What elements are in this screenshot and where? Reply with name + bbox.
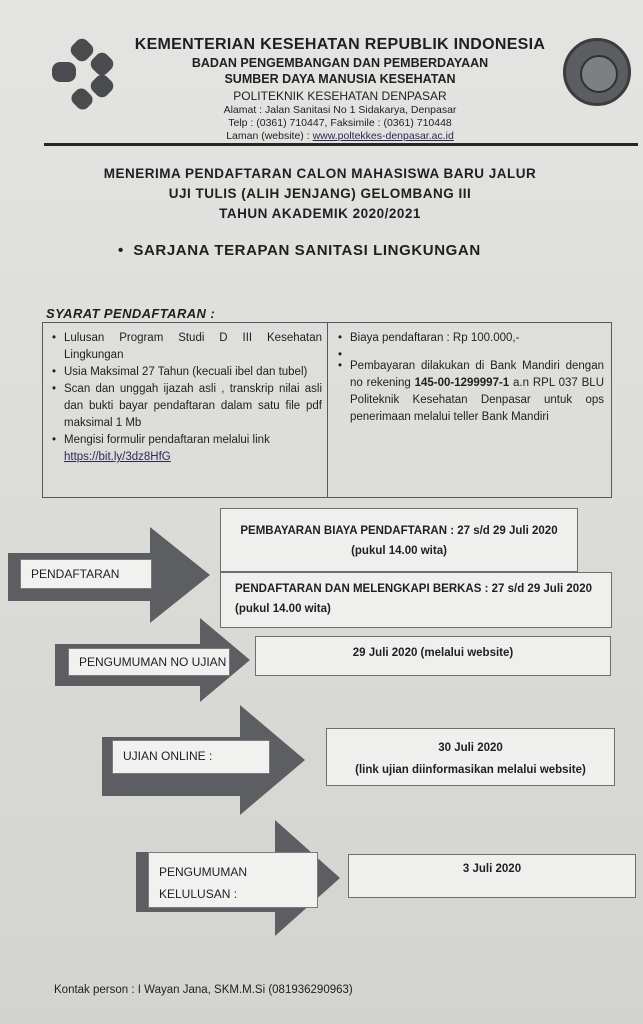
address: Alamat : Jalan Sanitasi No 1 Sidakarya, Denpasar (223, 104, 457, 116)
announcement-line-2: UJI TULIS (ALIH JENJANG) GELOMBANG III (168, 186, 472, 201)
info-exam-date: 30 Juli 2020 (link ujian diinformasikan melalui website) (326, 728, 615, 786)
agency-line-1: BADAN PENGEMBANGAN DAN PEMBERDAYAAN (191, 56, 489, 70)
announcement-line-1: MENERIMA PENDAFTARAN CALON MAHASISWA BARU JALUR (103, 166, 537, 181)
ministry-name: KEMENTERIAN KESEHATAN REPUBLIK INDONESIA (134, 36, 546, 53)
info-graduation-date: 3 Juli 2020 (348, 854, 636, 898)
program-name: • SARJANA TERAPAN SANITASI LINGKUNGAN (118, 242, 481, 259)
step-label-pengumuman-kelulusan: PENGUMUMAN KELULUSAN : (148, 852, 318, 908)
institution-name: POLITEKNIK KESEHATAN DENPASAR (233, 89, 447, 103)
step-label-ujian-online: UJIAN ONLINE : (112, 740, 270, 774)
website-link[interactable]: www.poltekkes-denpasar.ac.id (312, 130, 454, 142)
info-payment-date: PEMBAYARAN BIAYA PENDAFTARAN : 27 s/d 29 Juli 2020 (pukul 14.00 wita) (220, 508, 578, 572)
step-label-pendaftaran: PENDAFTARAN (20, 559, 152, 589)
info-registration-date: PENDAFTARAN DAN MELENGKAPI BERKAS : 27 s/d 29 Juli 2020 (pukul 14.00 wita) (220, 572, 612, 628)
requirement-item: • Mengisi formulir pendaftaran melalui link https://bit.ly/3dz8HfG (50, 432, 322, 466)
requirement-item: • Scan dan unggah ijazah asli , transkrip nilai asli dan bukti bayar pendaftaran dalam satu file pdf maksimal 1 Mb (50, 381, 322, 432)
step-label-pengumuman-no-ujian: PENGUMUMAN NO UJIAN (68, 648, 230, 676)
form-link[interactable]: https://bit.ly/3dz8HfG (64, 451, 171, 463)
phone: Telp : (0361) 710447, Faksimile : (0361) 710448 (228, 117, 452, 129)
requirements-title: SYARAT PENDAFTARAN : (46, 306, 216, 321)
requirement-item: • Lulusan Program Studi D III Kesehatan Lingkungan (50, 330, 322, 364)
fee-item: • Biaya pendaftaran : Rp 100.000,- (336, 330, 604, 347)
bank-account-number: 145-00-1299997-1 (414, 377, 510, 389)
website-label: Laman (website) : (226, 130, 313, 142)
payment-item: • Pembayaran dilakukan di Bank Mandiri dengan no rekening 145-00-1299997-1 a.n RPL 037 BLU Politeknik Kesehatan Denpasar untuk ops penerimaan melalui teller Bank Mandiri (336, 358, 604, 426)
contact-person: Kontak person : I Wayan Jana, SKM.M.Si (081936290963) (54, 984, 353, 996)
requirement-item: • Usia Maksimal 27 Tahun (kecuali ibel dan tubel) (50, 364, 322, 381)
info-exam-number-date: 29 Juli 2020 (melalui website) (255, 636, 611, 676)
announcement-line-3: TAHUN AKADEMIK 2020/2021 (219, 206, 421, 221)
agency-line-2: SUMBER DAYA MANUSIA KESEHATAN (224, 72, 456, 86)
